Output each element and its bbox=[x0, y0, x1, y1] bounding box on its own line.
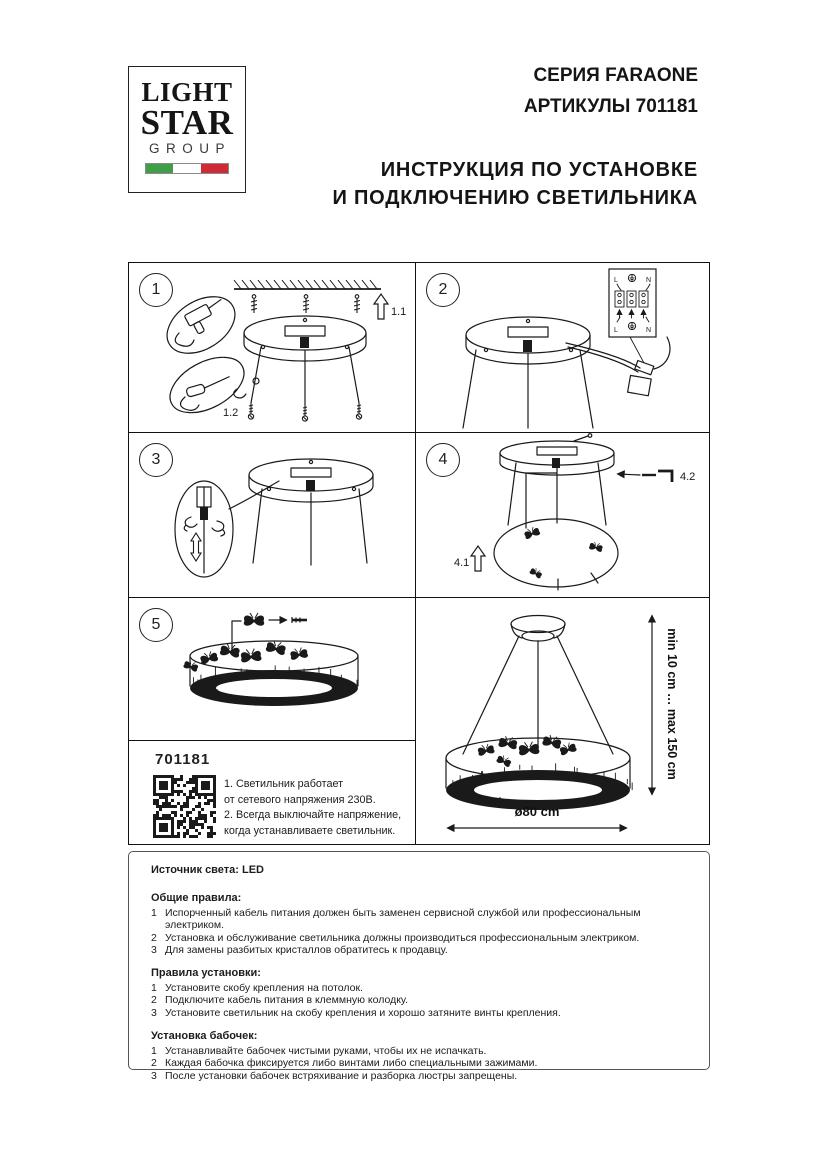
label-step-4-1: 4.1 bbox=[454, 557, 470, 569]
height-range-label: min 10 cm … max 150 cm bbox=[665, 628, 679, 780]
note-line: 2. Всегда выключайте напряжение, bbox=[224, 809, 402, 821]
diagram-grid bbox=[128, 262, 710, 845]
allen-key-tool bbox=[618, 471, 672, 482]
terminal-label-n-top: N bbox=[646, 277, 652, 284]
label-step-1-2: 1.2 bbox=[223, 407, 239, 419]
qr-notes bbox=[224, 777, 401, 839]
overview-illustration-pendant bbox=[416, 598, 709, 844]
note-line: когда устанавливаете светильник. bbox=[224, 824, 396, 837]
section-title: Установка бабочек: bbox=[151, 1030, 258, 1043]
instruction-title-line2: И ПОДКЛЮЧЕНИЮ СВЕТИЛЬНИКА bbox=[332, 187, 698, 209]
rule-item: 1 Испорченный кабель питания должен быть заменен сервисной службой или профессиональным электриком. bbox=[151, 907, 641, 932]
terminal-label-n-bottom: N bbox=[646, 327, 652, 334]
italian-flag-bar bbox=[146, 164, 228, 173]
logo-text-group: GROUP bbox=[148, 141, 231, 156]
rule-item: 2 Установка и обслуживание светильника должны производиться профессиональным электриком. bbox=[151, 931, 640, 944]
rule-item: 3 Для замены разбитых кристаллов обратитесь к продавцу. bbox=[151, 943, 448, 956]
panel-step-2 bbox=[416, 263, 709, 433]
rule-item: 2 Каждая бабочка фиксируется либо винтами либо специальными зажимами. bbox=[151, 1057, 538, 1070]
panel-number-badge: 1 bbox=[139, 273, 173, 307]
article-title: АРТИКУЛЫ 701181 bbox=[523, 96, 698, 117]
panel-overview-dimensions bbox=[416, 598, 709, 844]
panel-number-badge: 2 bbox=[426, 273, 460, 307]
label-step-4-2: 4.2 bbox=[680, 471, 696, 483]
label-step-1-1: 1.1 bbox=[391, 306, 407, 318]
logo-text-light: LIGHT bbox=[141, 77, 233, 107]
article-number: 701181 bbox=[155, 751, 211, 768]
header-titles bbox=[332, 60, 698, 212]
instruction-title-line1: ИНСТРУКЦИЯ ПО УСТАНОВКЕ bbox=[380, 159, 698, 181]
rule-item: 3 Установите светильник на скобу крепления и хорошо затяните винты крепления. bbox=[151, 1006, 561, 1019]
light-source-line: Источник света: LED bbox=[151, 864, 264, 876]
flag-red bbox=[201, 164, 228, 173]
rule-item: 3 После установки бабочек встряхивание и разборка люстры запрещены. bbox=[151, 1069, 518, 1082]
rule-item: 1 Устанавливайте бабочек чистыми руками, чтобы их не испачкать. bbox=[151, 1045, 487, 1058]
panel-number-badge: 3 bbox=[139, 443, 173, 477]
panel-step-1 bbox=[129, 263, 416, 433]
panel-step-3 bbox=[129, 433, 416, 598]
rule-item: 2 Подключите кабель питания в клеммную колодку. bbox=[151, 994, 409, 1007]
note-line: от сетевого напряжения 230В. bbox=[224, 793, 376, 806]
panel-step-4 bbox=[416, 433, 709, 598]
panel-step-5 bbox=[129, 598, 416, 741]
section-title: Правила установки: bbox=[151, 967, 261, 980]
section-title: Общие правила: bbox=[151, 892, 242, 904]
qr-code bbox=[153, 775, 216, 838]
safety-info-box bbox=[128, 851, 710, 1082]
section-general-rules bbox=[151, 892, 691, 956]
terminal-label-l-top: L bbox=[614, 277, 618, 284]
series-title: СЕРИЯ FARAONE bbox=[533, 65, 698, 86]
flag-green bbox=[146, 164, 173, 173]
terminal-label-l-bottom: L bbox=[614, 327, 618, 334]
section-butterfly-install bbox=[151, 1030, 691, 1082]
diameter-label: ø80 cm bbox=[514, 804, 560, 819]
rule-item: 1 Установите скобу крепления на потолок. bbox=[151, 982, 363, 995]
panel-number-badge: 5 bbox=[139, 608, 173, 642]
panel4-illustration-fixing bbox=[416, 433, 709, 596]
wiring-diagram-inset bbox=[609, 269, 656, 337]
logo-text-star: STAR bbox=[140, 103, 234, 142]
panel-qr-info bbox=[129, 741, 416, 844]
section-install-rules bbox=[151, 967, 691, 1019]
lightstar-logo bbox=[128, 66, 246, 193]
note-line: 1. Светильник работает bbox=[224, 778, 344, 790]
panel-number-badge: 4 bbox=[426, 443, 460, 477]
flag-white bbox=[173, 164, 200, 173]
